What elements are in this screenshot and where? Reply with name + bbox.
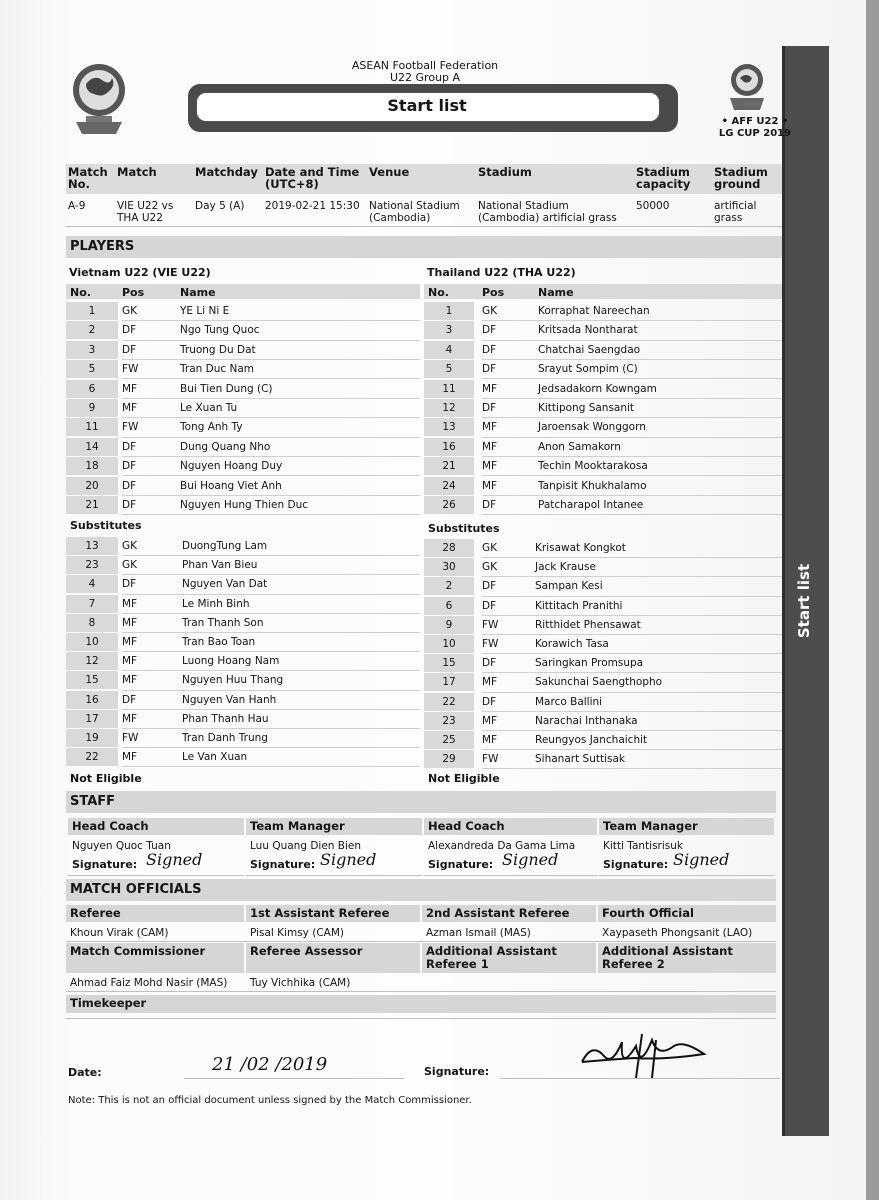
official-name xyxy=(598,975,776,979)
substitute-number: 30 xyxy=(424,558,474,576)
player-name: YE Li Ni E xyxy=(180,305,230,317)
timekeeper-label: Timekeeper xyxy=(70,996,147,1010)
player-name: Kittipong Sansanit xyxy=(538,402,635,414)
match-col-header: Date and Time (UTC+8) xyxy=(265,165,360,191)
player-position: MF xyxy=(482,440,498,453)
substitute-row xyxy=(424,731,782,750)
substitute-name: Nguyen Huu Thang xyxy=(182,674,284,687)
substitute-name: Nguyen Van Dat xyxy=(182,578,268,591)
substitute-name: Krisawat Kongkot xyxy=(535,542,626,554)
substitute-number: 23 xyxy=(66,556,118,574)
staff-signature: Signed xyxy=(673,850,730,869)
cup-title-line2: LG CUP 2019 xyxy=(718,128,792,139)
player-name: Le Xuan Tu xyxy=(180,402,238,414)
player-row xyxy=(66,399,420,418)
player-number: 11 xyxy=(66,418,118,436)
player-name: Patcharapol Intanee xyxy=(538,499,644,511)
substitute-number: 15 xyxy=(66,671,118,689)
staff-role: Team Manager xyxy=(246,818,422,835)
substitute-number: 17 xyxy=(66,710,118,728)
match-col-header: Venue xyxy=(369,165,410,179)
substitute-row xyxy=(424,577,782,596)
substitute-position: GK xyxy=(122,559,138,572)
substitute-name: Tran Bao Toan xyxy=(182,636,256,648)
match-col-header: Stadium ground xyxy=(714,165,768,191)
player-name: Ngo Tung Quoc xyxy=(180,324,260,337)
player-number: 24 xyxy=(424,477,474,495)
substitute-position: MF xyxy=(122,751,138,764)
substitute-row xyxy=(66,671,420,690)
player-position: DF xyxy=(482,343,497,356)
staff-cell-line xyxy=(246,875,422,876)
col-header-pos: Pos xyxy=(482,286,505,299)
substitute-position: GK xyxy=(482,561,498,574)
substitute-number: 6 xyxy=(424,597,474,615)
player-number: 9 xyxy=(66,399,118,417)
staff-signature: Signed xyxy=(502,850,559,869)
player-position: DF xyxy=(122,460,137,473)
col-header-name: Name xyxy=(538,286,574,299)
substitute-number: 7 xyxy=(66,595,118,613)
team-column-header-row xyxy=(66,284,420,299)
substitute-number: 13 xyxy=(66,537,118,555)
player-row xyxy=(424,321,782,340)
substitute-number: 28 xyxy=(424,539,474,557)
substitute-position: MF xyxy=(122,674,138,687)
staff-section-header xyxy=(66,791,776,813)
player-position: DF xyxy=(122,499,137,511)
substitute-position: MF xyxy=(482,714,498,727)
substitute-number: 2 xyxy=(424,577,474,595)
not-eligible-label: Not Eligible xyxy=(70,772,142,785)
player-position: DF xyxy=(122,324,137,337)
player-name: Jaroensak Wonggorn xyxy=(538,421,646,434)
substitute-number: 16 xyxy=(66,691,118,709)
match-col-value: VIE U22 vs THA U22 xyxy=(117,200,174,224)
match-col-value: National Stadium (Cambodia) artificial grass xyxy=(478,200,617,224)
player-number: 5 xyxy=(66,360,118,378)
player-position: MF xyxy=(482,382,498,395)
player-position: GK xyxy=(122,305,138,317)
player-name: Korraphat Nareechan xyxy=(538,305,650,317)
substitute-name: Kittitach Pranithi xyxy=(535,599,623,612)
official-role: Referee Assessor xyxy=(246,943,420,973)
title-banner xyxy=(188,84,680,134)
team-title: Thailand U22 (THA U22) xyxy=(427,266,576,279)
substitute-row-line xyxy=(122,766,420,767)
player-number: 14 xyxy=(66,438,118,456)
staff-role: Team Manager xyxy=(599,818,774,835)
player-row xyxy=(66,321,420,340)
player-number: 4 xyxy=(424,341,474,359)
substitute-number: 23 xyxy=(424,712,474,730)
substitute-number: 22 xyxy=(66,748,118,766)
substitute-row xyxy=(424,750,782,769)
player-position: DF xyxy=(122,479,137,492)
substitute-row xyxy=(424,635,782,654)
cup-title-line1: • AFF U22 • xyxy=(721,116,789,127)
player-number: 13 xyxy=(424,418,474,436)
player-number: 12 xyxy=(424,399,474,417)
official-role: Fourth Official xyxy=(598,905,776,922)
substitute-name: Korawich Tasa xyxy=(535,638,609,650)
substitute-name: Le Van Xuan xyxy=(182,751,248,764)
substitute-number: 22 xyxy=(424,693,474,711)
players-section-header xyxy=(66,236,782,258)
player-number: 18 xyxy=(66,457,118,475)
player-name: Dung Quang Nho xyxy=(180,440,271,453)
match-col-header: Stadium capacity xyxy=(636,165,691,191)
cup-title xyxy=(700,116,810,140)
substitute-number: 17 xyxy=(424,673,474,691)
substitute-position: FW xyxy=(482,618,499,631)
official-name: Xaypaseth Phongsanit (LAO) xyxy=(602,927,753,939)
org-name: ASEAN Football Federation xyxy=(351,59,499,72)
player-number: 3 xyxy=(424,321,474,339)
player-name: Nguyen Hung Thien Duc xyxy=(180,499,308,511)
player-name: Kritsada Nontharat xyxy=(538,324,638,337)
commissioner-signature xyxy=(578,1032,728,1084)
page-title: Start list xyxy=(387,96,467,115)
staff-signature: Signed xyxy=(320,850,377,869)
date-value: 21 /02 /2019 xyxy=(212,1054,328,1075)
substitute-number: 15 xyxy=(424,654,474,672)
substitute-row xyxy=(66,614,420,633)
substitute-position: GK xyxy=(482,542,498,554)
player-name: Techin Mooktarakosa xyxy=(538,460,648,473)
match-col-header: Match No. xyxy=(68,165,108,191)
substitute-name: Ritthidet Phensawat xyxy=(535,618,641,631)
match-col-header: Matchday xyxy=(195,165,258,179)
official-role: Referee xyxy=(66,905,244,922)
player-number: 5 xyxy=(424,360,474,378)
substitute-name: Reungyos Janchaichit xyxy=(535,734,648,746)
player-position: MF xyxy=(122,402,138,414)
player-row xyxy=(424,302,782,321)
substitute-position: MF xyxy=(122,712,138,725)
match-col-header: Stadium xyxy=(478,165,532,179)
signature-line xyxy=(500,1078,780,1079)
player-position: MF xyxy=(122,382,138,395)
player-row xyxy=(424,438,782,457)
match-col-header: Match xyxy=(117,165,157,179)
player-number: 6 xyxy=(66,380,118,398)
staff-cell-line xyxy=(424,875,597,876)
substitute-position: MF xyxy=(122,636,138,648)
substitute-row xyxy=(66,595,420,614)
staff-name: Kitti Tantisrisuk xyxy=(603,840,684,852)
substitute-number: 9 xyxy=(424,616,474,634)
player-position: MF xyxy=(482,460,498,473)
substitute-name: DuongTung Lam xyxy=(182,540,268,552)
player-row xyxy=(424,477,782,496)
substitute-position: DF xyxy=(122,578,137,591)
staff-signature-label: Signature: xyxy=(250,858,316,871)
official-name: Azman Ismail (MAS) xyxy=(426,927,531,939)
player-name: Anon Samakorn xyxy=(538,440,621,453)
substitute-name: Nguyen Van Hanh xyxy=(182,693,277,706)
substitute-name: Jack Krause xyxy=(535,561,596,574)
player-position: MF xyxy=(482,479,498,492)
staff-name: Luu Quang Dien Bien xyxy=(250,840,362,852)
col-header-no: No. xyxy=(428,286,449,299)
substitute-position: DF xyxy=(122,693,137,706)
player-row xyxy=(66,477,420,496)
player-name: Truong Du Dat xyxy=(180,343,256,356)
substitute-name: Le Minh Binh xyxy=(182,597,250,610)
player-position: GK xyxy=(482,305,498,317)
substitute-position: FW xyxy=(122,732,139,744)
substitute-position: FW xyxy=(482,753,499,766)
player-number: 1 xyxy=(424,302,474,320)
date-label: Date: xyxy=(68,1066,102,1079)
substitute-row xyxy=(66,575,420,594)
official-name: Tuy Vichhika (CAM) xyxy=(250,977,351,989)
substitute-row xyxy=(424,654,782,673)
player-number: 26 xyxy=(424,496,474,514)
group-name: U22 Group A xyxy=(389,71,461,84)
col-header-name: Name xyxy=(180,286,216,299)
officials-section-header xyxy=(66,879,776,901)
player-row-line xyxy=(482,514,782,515)
substitute-row xyxy=(66,633,420,652)
player-name: Chatchai Saengdao xyxy=(538,343,641,356)
substitute-row xyxy=(66,537,420,556)
player-row xyxy=(66,341,420,360)
substitute-name: Sihanart Suttisak xyxy=(535,753,625,766)
substitute-name: Tran Thanh Son xyxy=(182,616,264,629)
player-position: MF xyxy=(482,421,498,434)
player-name: Jedsadakorn Kowngam xyxy=(538,382,657,395)
player-name: Tanpisit Khukhalamo xyxy=(538,479,647,492)
substitute-number: 10 xyxy=(66,633,118,651)
player-row xyxy=(424,341,782,360)
player-row xyxy=(66,418,420,437)
substitute-position: FW xyxy=(482,638,499,650)
match-col-value: Day 5 (A) xyxy=(195,200,245,212)
player-number: 2 xyxy=(66,321,118,339)
official-role: Match Commissioner xyxy=(66,943,244,973)
officials-row1-line xyxy=(66,941,776,942)
substitute-row xyxy=(424,693,782,712)
player-number: 16 xyxy=(424,438,474,456)
substitute-position: MF xyxy=(482,676,498,689)
staff-signature: Signed xyxy=(146,850,203,869)
substitute-name: Sakunchai Saengthopho xyxy=(535,676,663,689)
substitute-row xyxy=(66,556,420,575)
match-col-value: A-9 xyxy=(68,200,86,212)
player-row xyxy=(66,496,420,515)
side-band-text: Start list xyxy=(795,563,813,639)
substitutes-label: Substitutes xyxy=(428,522,500,535)
staff-role: Head Coach xyxy=(424,818,597,835)
substitute-position: DF xyxy=(482,580,497,593)
substitute-number: 25 xyxy=(424,731,474,749)
match-table-bottom-line xyxy=(66,226,782,227)
substitute-number: 8 xyxy=(66,614,118,632)
substitute-row xyxy=(66,729,420,748)
timekeeper-line xyxy=(66,1018,776,1019)
player-row xyxy=(424,496,782,515)
staff-name: Alexandreda Da Gama Lima xyxy=(428,840,576,852)
substitute-number: 4 xyxy=(66,575,118,593)
staff-role: Head Coach xyxy=(68,818,244,835)
player-name: Tong Anh Ty xyxy=(180,421,243,434)
substitute-row xyxy=(66,748,420,767)
substitute-row xyxy=(66,691,420,710)
substitute-number: 29 xyxy=(424,750,474,768)
substitute-position: MF xyxy=(482,734,498,746)
player-number: 21 xyxy=(424,457,474,475)
player-number: 1 xyxy=(66,302,118,320)
player-row xyxy=(66,457,420,476)
staff-cell-line xyxy=(68,875,244,876)
substitute-position: DF xyxy=(482,599,497,612)
player-position: DF xyxy=(122,343,137,356)
header-org-block xyxy=(300,60,550,84)
player-number: 11 xyxy=(424,380,474,398)
substitute-row xyxy=(424,673,782,692)
officials-row2-line xyxy=(66,991,776,992)
player-number: 21 xyxy=(66,496,118,514)
player-row xyxy=(424,418,782,437)
player-row-line xyxy=(122,514,420,515)
aff-logo xyxy=(68,60,130,140)
player-row xyxy=(66,438,420,457)
staff-signature-label: Signature: xyxy=(603,858,669,871)
substitute-name: Marco Ballini xyxy=(535,695,603,708)
official-name: Khoun Virak (CAM) xyxy=(70,927,169,939)
player-name: Nguyen Hoang Duy xyxy=(180,460,283,473)
player-row xyxy=(424,380,782,399)
team-title: Vietnam U22 (VIE U22) xyxy=(69,266,211,279)
col-header-no: No. xyxy=(70,286,91,299)
substitute-row xyxy=(424,597,782,616)
player-name: Bui Hoang Viet Anh xyxy=(180,479,282,492)
official-name: Ahmad Faiz Mohd Nasir (MAS) xyxy=(70,977,228,989)
substitute-position: DF xyxy=(482,657,497,670)
footer-note: Note: This is not an official document unless signed by the Match Commissioner. xyxy=(68,1095,472,1106)
timekeeper-header xyxy=(66,995,776,1013)
substitute-position: MF xyxy=(122,616,138,629)
staff-cell-line xyxy=(599,875,774,876)
player-row xyxy=(424,457,782,476)
col-header-pos: Pos xyxy=(122,286,145,299)
substitute-row xyxy=(424,539,782,558)
substitute-number: 19 xyxy=(66,729,118,747)
player-row xyxy=(424,399,782,418)
substitute-row-line xyxy=(482,768,782,769)
player-position: DF xyxy=(482,363,497,376)
substitute-name: Phan Van Bieu xyxy=(182,559,258,572)
player-number: 20 xyxy=(66,477,118,495)
players-section-title: PLAYERS xyxy=(70,239,135,254)
match-col-value: National Stadium (Cambodia) xyxy=(369,200,460,224)
substitute-position: MF xyxy=(122,597,138,610)
substitute-name: Sampan Kesi xyxy=(535,580,603,593)
official-role: Additional Assistant Referee 2 xyxy=(598,943,776,973)
substitute-row xyxy=(424,558,782,577)
substitute-name: Saringkan Promsupa xyxy=(535,657,644,670)
official-role: 1st Assistant Referee xyxy=(246,905,420,922)
substitute-position: DF xyxy=(482,695,497,708)
player-position: DF xyxy=(122,440,137,453)
commissioner-signature-label: Signature: xyxy=(424,1065,490,1078)
match-col-value: 2019-02-21 15:30 xyxy=(265,200,360,212)
substitutes-label: Substitutes xyxy=(70,519,142,532)
player-name: Tran Duc Nam xyxy=(180,363,254,376)
player-position: FW xyxy=(122,421,139,434)
substitute-number: 10 xyxy=(424,635,474,653)
match-col-value: artificial grass xyxy=(714,200,757,224)
side-band-label xyxy=(782,560,826,640)
match-col-value: 50000 xyxy=(636,200,670,212)
substitute-position: GK xyxy=(122,540,138,552)
player-row xyxy=(66,360,420,379)
player-position: DF xyxy=(482,499,497,511)
player-row xyxy=(66,380,420,399)
staff-signature-label: Signature: xyxy=(72,858,138,871)
player-row xyxy=(66,302,420,321)
official-name xyxy=(422,975,596,979)
player-position: DF xyxy=(482,324,497,337)
not-eligible-label: Not Eligible xyxy=(428,772,500,785)
substitute-row xyxy=(424,616,782,635)
player-name: Srayut Sompim (C) xyxy=(538,363,638,376)
substitute-row xyxy=(66,710,420,729)
substitute-name: Luong Hoang Nam xyxy=(182,655,280,668)
player-position: FW xyxy=(122,363,139,376)
substitute-name: Tran Danh Trung xyxy=(182,732,268,744)
substitute-name: Phan Thanh Hau xyxy=(182,712,269,725)
substitute-row xyxy=(424,712,782,731)
substitute-position: MF xyxy=(122,655,138,668)
substitute-number: 12 xyxy=(66,652,118,670)
staff-name: Nguyen Quoc Tuan xyxy=(72,840,171,852)
staff-signature-label: Signature: xyxy=(428,858,494,871)
official-role: 2nd Assistant Referee xyxy=(422,905,596,922)
official-role: Additional Assistant Referee 1 xyxy=(422,943,596,973)
player-row xyxy=(424,360,782,379)
date-line xyxy=(184,1078,404,1079)
player-name: Bui Tien Dung (C) xyxy=(180,382,273,395)
official-name: Pisal Kimsy (CAM) xyxy=(250,927,344,939)
staff-section-title: STAFF xyxy=(70,794,116,809)
officials-section-title: MATCH OFFICIALS xyxy=(70,882,202,897)
player-position: DF xyxy=(482,402,497,414)
team-column-header-row xyxy=(424,284,782,299)
substitute-name: Narachai Inthanaka xyxy=(535,714,638,727)
substitute-row xyxy=(66,652,420,671)
player-number: 3 xyxy=(66,341,118,359)
